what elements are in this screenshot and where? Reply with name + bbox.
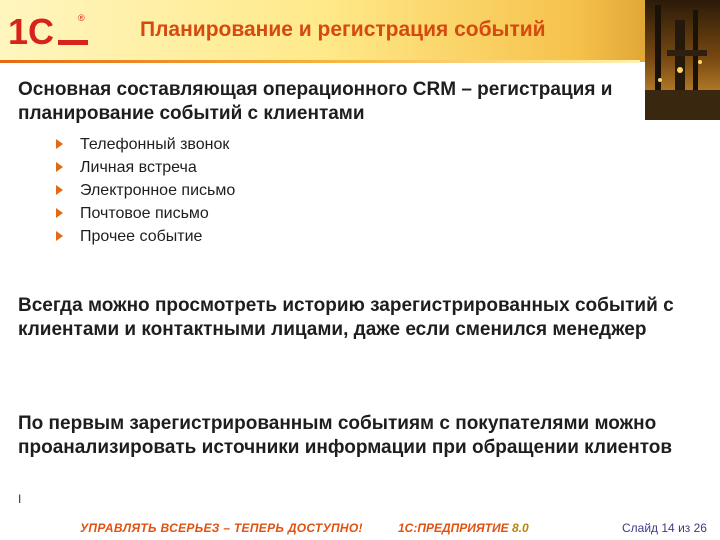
svg-text:®: ® xyxy=(78,13,85,23)
page-title: Планирование и регистрация событий xyxy=(140,18,546,41)
list-item xyxy=(56,133,235,156)
list-item xyxy=(56,179,235,202)
bullet-arrow-icon xyxy=(56,208,63,218)
bullet-arrow-icon xyxy=(56,139,63,149)
list-item xyxy=(56,225,235,248)
event-type-list xyxy=(56,133,235,248)
list-item-label: Почтовое письмо xyxy=(80,205,209,222)
lead-text: Основная составляющая операционного CRM – регистрация и планирование событий с клиентами xyxy=(18,79,613,124)
product-name: 1С:ПРЕДПРИЯТИЕ xyxy=(398,521,509,535)
list-item xyxy=(56,202,235,225)
footer-mark: I xyxy=(18,492,22,506)
bullet-arrow-icon xyxy=(56,231,63,241)
list-item-label: Телефонный звонок xyxy=(80,136,230,153)
footer-slogan: УПРАВЛЯТЬ ВСЕРЬЕЗ – ТЕПЕРЬ ДОСТУПНО! xyxy=(80,521,363,535)
list-item-label: Личная встреча xyxy=(80,159,197,176)
analysis-paragraph: По первым зарегистрированным событиям с покупателями можно проанализировать источники информации при обращении клиентов xyxy=(18,413,673,458)
bullet-arrow-icon xyxy=(56,185,63,195)
list-item-label: Электронное письмо xyxy=(80,182,236,199)
history-paragraph: Всегда можно просмотреть историю зарегистрированных событий с клиентами и контактными лицами, даже если сменился менеджер xyxy=(18,295,674,340)
slide-number: Слайд 14 из 26 xyxy=(622,521,707,535)
bullet-arrow-icon xyxy=(56,162,63,172)
list-item-label: Прочее событие xyxy=(80,228,203,245)
product-version: 8.0 xyxy=(511,521,529,535)
logo-1c-icon xyxy=(8,12,92,50)
list-item xyxy=(56,156,235,179)
header-divider xyxy=(0,60,640,63)
footer-product xyxy=(398,521,529,535)
svg-text:1С: 1С xyxy=(8,12,55,50)
